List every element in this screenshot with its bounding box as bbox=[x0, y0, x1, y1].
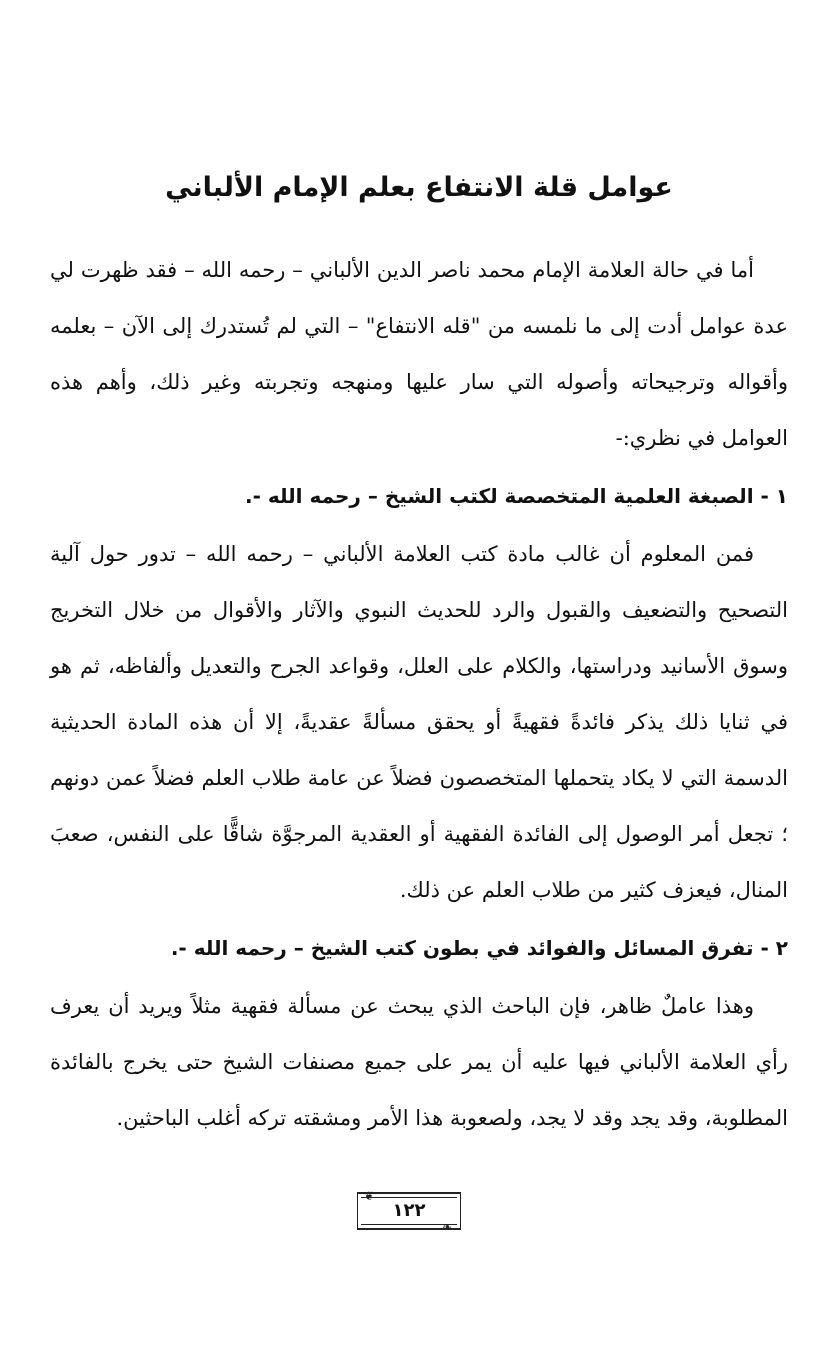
section-1-paragraph: فمن المعلوم أن غالب مادة كتب العلامة الألباني – رحمه الله – تدور حول آلية التصحيح والتضعيف والقبول والرد للحديث النبوي والآثار والأقوال من خلال التخريج وسوق الأسانيد ودراستها، والكلام على العلل، وقواعد الجرح والتعديل وألفاظه، ثم هو في ثنايا ذلك يذكر فائدةً فقهيةً أو يحقق مسألةً عقديةً، إلا أن هذه المادة الحديثية الدسمة التي لا يكاد يتحملها المتخصصون فضلاً عن عامة طلاب العلم فضلاً عمن دونهم ؛ تجعل أمر الوصول إلى الفائدة الفقهية أو العقدية المرجوَّة شاقًّا على النفس، صعبَ المنال، فيعزف كثير من طلاب العلم عن ذلك. bbox=[50, 542, 788, 902]
intro-paragraph: أما في حالة العلامة الإمام محمد ناصر الدين الألباني – رحمه الله – فقد ظهرت لي عدة عوامل أدت إلى ما نلمسه من "قله الانتفاع" – التي لم تُستدرك إلى الآن – بعلمه وأقواله وترجيحاته وأصوله التي سار عليها ومنهجه وتجربته وغير ذلك، وأهم هذه العوامل في نظري:- bbox=[50, 258, 788, 450]
ornament-icon: ❦ bbox=[364, 1189, 375, 1203]
section-heading-2: ٢ - تفرق المسائل والفوائد في بطون كتب الشيخ – رحمه الله -. bbox=[170, 936, 788, 960]
section-heading-1: ١ - الصبغة العلمية المتخصصة لكتب الشيخ – رحمه الله -. bbox=[244, 484, 788, 508]
ornament-icon: ❧ bbox=[441, 1220, 452, 1234]
page-number-frame bbox=[357, 1189, 461, 1234]
page-body bbox=[50, 242, 788, 1146]
page-number: ١٢٢ bbox=[392, 1200, 426, 1221]
page-title: عوامل قلة الانتفاع بعلم الإمام الألباني bbox=[165, 172, 673, 203]
section-2-paragraph: وهذا عاملٌ ظاهر، فإن الباحث الذي يبحث عن مسألة فقهية مثلاً ويريد أن يعرف رأي العلامة الألباني فيها عليه أن يمر على جميع مصنفات الشيخ حتى يخرج بالفائدة المطلوبة، وقد يجد وقد لا يجد، ولصعوبة هذا الأمر ومشقته تركه أغلب الباحثين. bbox=[50, 994, 788, 1130]
